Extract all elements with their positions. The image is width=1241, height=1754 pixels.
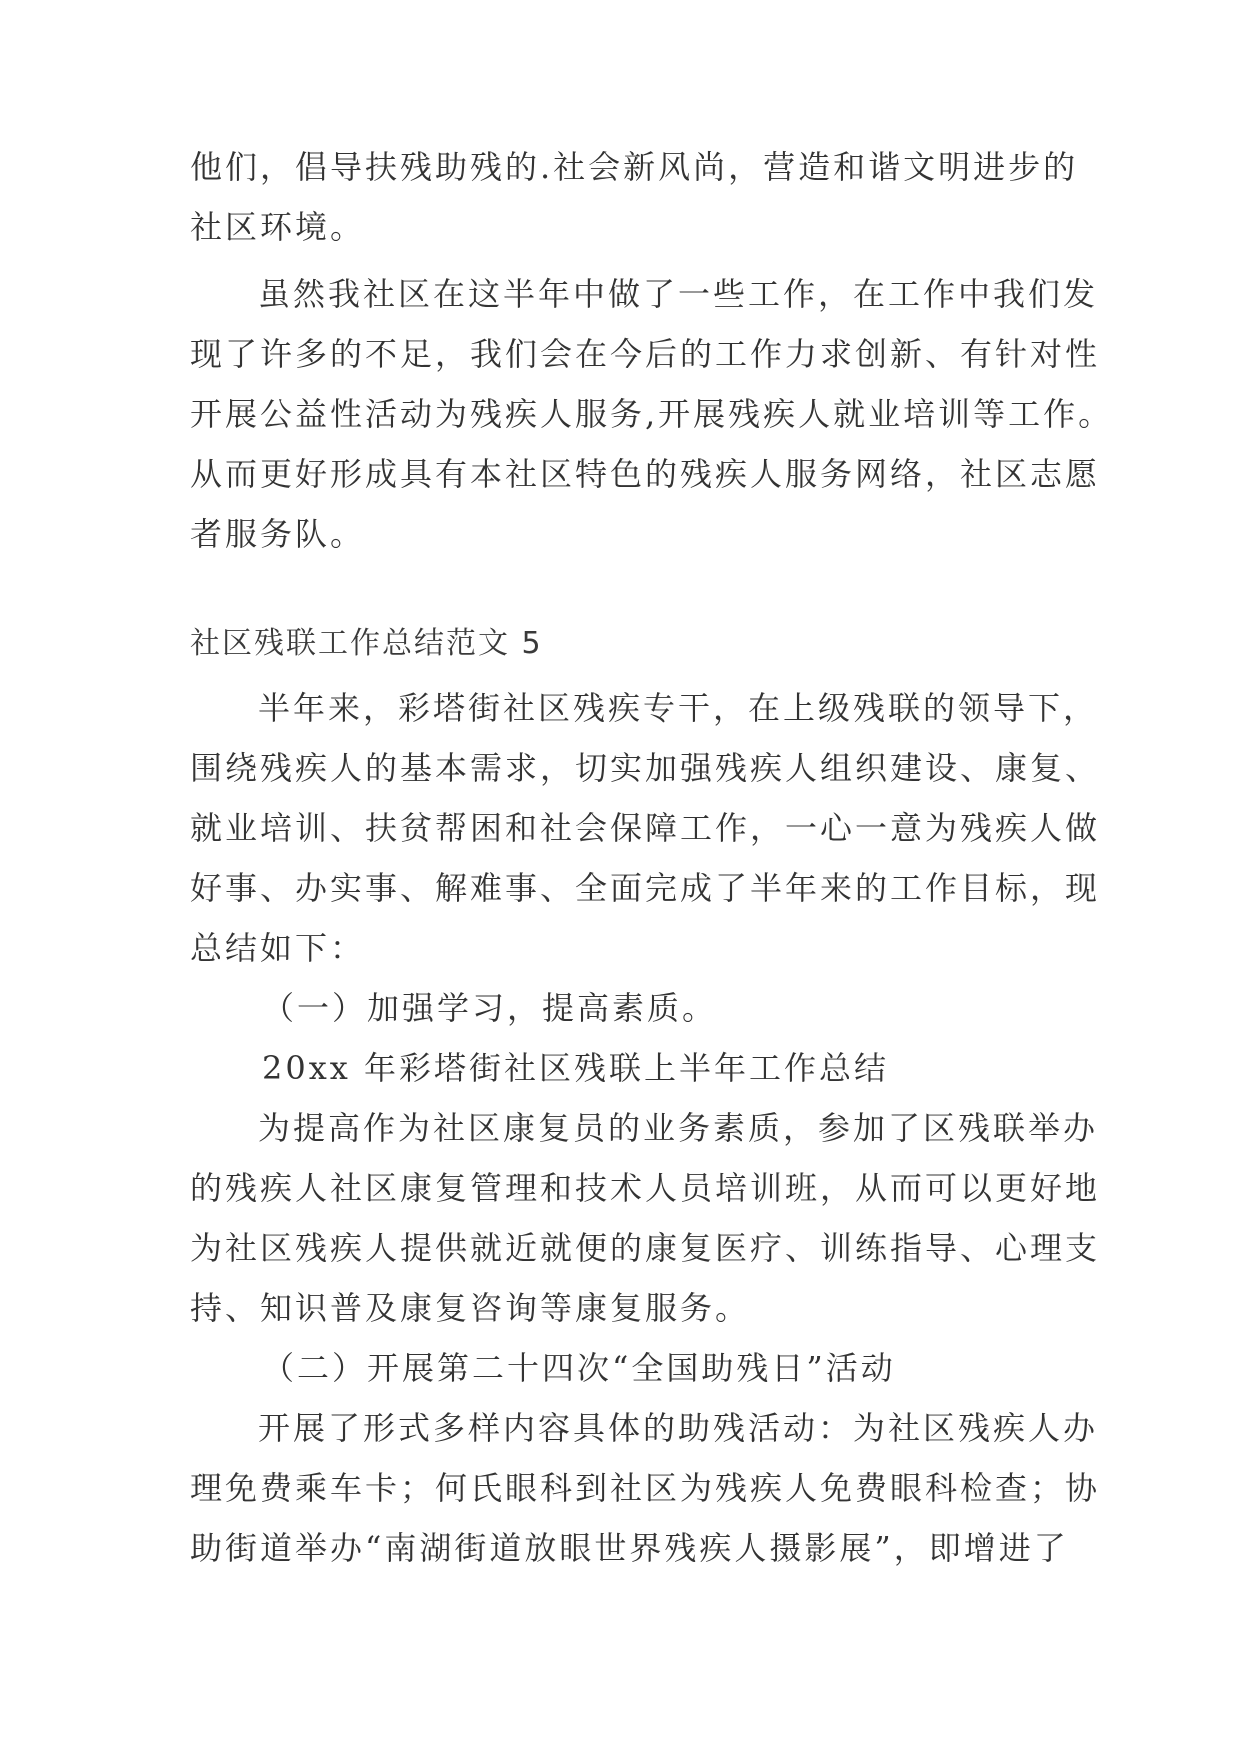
subheading: 20xx 年彩塔街社区残联上半年工作总结 <box>262 1049 889 1087</box>
paragraph-line: 就业培训、扶贫帮困和社会保障工作，一心一意为残疾人做 <box>190 809 1101 847</box>
paragraph-line: 围绕残疾人的基本需求，切实加强残疾人组织建设、康复、 <box>190 749 1101 787</box>
paragraph-line: 开展公益性活动为残疾人服务,开展残疾人就业培训等工作。 <box>190 395 1114 433</box>
paragraph-line: 好事、办实事、解难事、全面完成了半年来的工作目标，现 <box>190 869 1101 907</box>
paragraph-line: 现了许多的不足，我们会在今后的工作力求创新、有针对性 <box>190 335 1101 373</box>
paragraph-line: 开展了形式多样内容具体的助残活动：为社区残疾人办 <box>258 1409 1099 1447</box>
paragraph-line: 助街道举办“南湖街道放眼世界残疾人摄影展”，即增进了 <box>190 1529 1069 1567</box>
paragraph-line: 为社区残疾人提供就近就便的康复医疗、训练指导、心理支 <box>190 1229 1101 1267</box>
paragraph-line: 持、知识普及康复咨询等康复服务。 <box>190 1289 751 1327</box>
subheading: （二）开展第二十四次“全国助残日”活动 <box>262 1349 896 1387</box>
paragraph-line: 社区环境。 <box>190 208 366 246</box>
paragraph-line: 理免费乘车卡；何氏眼科到社区为残疾人免费眼科检查；协 <box>190 1469 1101 1507</box>
paragraph-line: 半年来，彩塔街社区残疾专干，在上级残联的领导下， <box>258 689 1099 727</box>
paragraph-line: 为提高作为社区康复员的业务素质，参加了区残联举办 <box>258 1109 1099 1147</box>
paragraph-line: 他们，倡导扶残助残的.社会新风尚，营造和谐文明进步的 <box>190 148 1079 186</box>
paragraph-line: 总结如下： <box>190 929 366 967</box>
subheading: （一）加强学习，提高素质。 <box>262 989 718 1027</box>
paragraph-line: 从而更好形成具有本社区特色的残疾人服务网络，社区志愿 <box>190 455 1101 493</box>
paragraph-line: 者服务队。 <box>190 515 366 553</box>
paragraph-line: 的残疾人社区康复管理和技术人员培训班，从而可以更好地 <box>190 1169 1101 1207</box>
section-heading: 社区残联工作总结范文 5 <box>190 626 543 661</box>
paragraph-line: 虽然我社区在这半年中做了一些工作，在工作中我们发 <box>258 275 1099 313</box>
